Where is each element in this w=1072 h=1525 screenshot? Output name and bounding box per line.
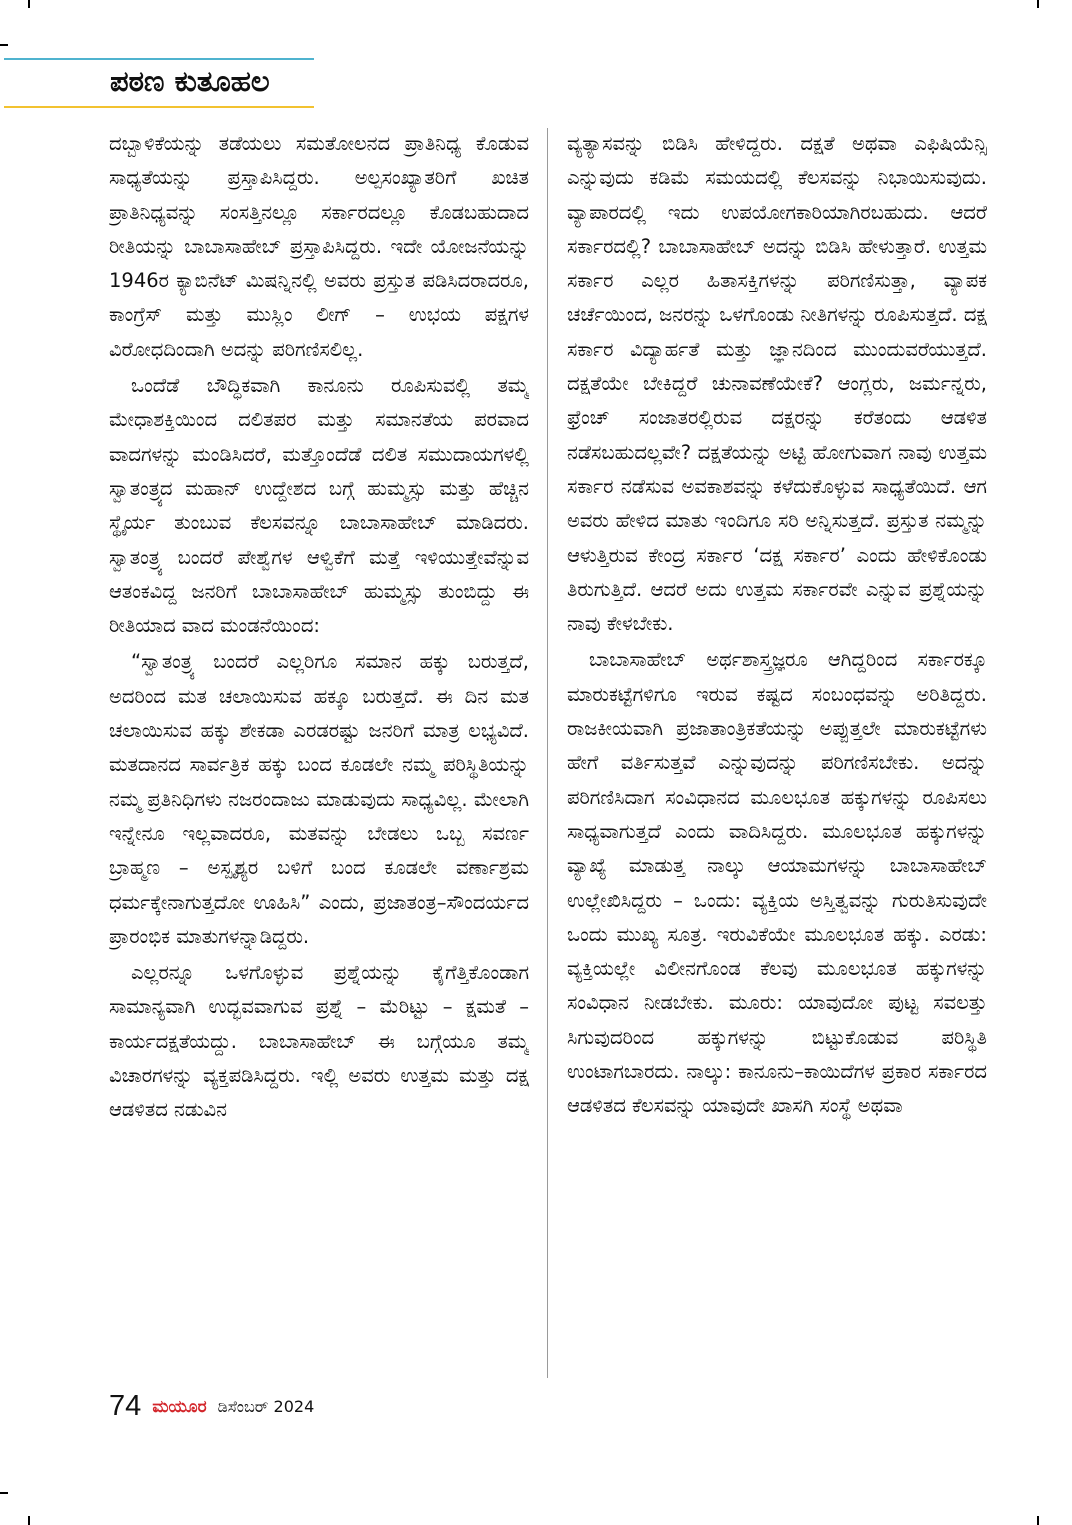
- page-footer: [109, 1390, 314, 1426]
- paragraph: ಒಂದೆಡೆ ಬೌದ್ಧಿಕವಾಗಿ ಕಾನೂನು ರೂಪಿಸುವಲ್ಲಿ ತಮ್ಮ ಮೇಧಾಶಕ್ತಿಯಿಂದ ದಲಿತಪರ ಮತ್ತು ಸಮಾನತೆಯ ಪರವಾದ ವಾದಗಳನ್ನು ಮಂಡಿಸಿದರೆ, ಮತ್ತೊಂದೆಡೆ ದಲಿತ ಸಮುದಾಯಗಳಲ್ಲಿ ಸ್ವಾತಂತ್ರ್ಯದ ಮಹಾನ್ ಉದ್ದೇಶದ ಬಗ್ಗೆ ಹುಮ್ಮಸ್ಸು ಮತ್ತು ಹೆಚ್ಚಿನ ಸ್ಥೈರ್ಯ ತುಂಬುವ ಕೆಲಸವನ್ನೂ ಬಾಬಾಸಾಹೇಬ್ ಮಾಡಿದರು. ಸ್ವಾತಂತ್ರ್ಯ ಬಂದರೆ ಪೇಶ್ವೆಗಳ ಆಳ್ವಿಕೆಗೆ ಮತ್ತೆ ಇಳಿಯುತ್ತೇವೆನ್ನುವ ಆತಂಕವಿದ್ದ ಜನರಿಗೆ ಬಾಬಾಸಾಹೇಬ್ ಹುಮ್ಮಸ್ಸು ತುಂಬಿದ್ದು ಈ ರೀತಿಯಾದ ವಾದ ಮಂಡನೆಯಿಂದ:: [109, 374, 529, 638]
- paragraph: ವ್ಯತ್ಯಾಸವನ್ನು ಬಿಡಿಸಿ ಹೇಳಿದ್ದರು. ದಕ್ಷತೆ ಅಥವಾ ಎಫಿಷಿಯೆನ್ಸಿ ಎನ್ನುವುದು ಕಡಿಮೆ ಸಮಯದಲ್ಲಿ ಕೆಲಸವನ್ನು ನಿಭಾಯಿಸುವುದು. ವ್ಯಾಪಾರದಲ್ಲಿ ಇದು ಉಪಯೋಗಕಾರಿಯಾಗಿರಬಹುದು. ಆದರೆ ಸರ್ಕಾರದಲ್ಲಿ? ಬಾಬಾಸಾಹೇಬ್ ಅದನ್ನು ಬಿಡಿಸಿ ಹೇಳುತ್ತಾರೆ. ಉತ್ತಮ ಸರ್ಕಾರ ಎಲ್ಲರ ಹಿತಾಸಕ್ತಿಗಳನ್ನು ಪರಿಗಣಿಸುತ್ತಾ, ವ್ಯಾಪಕ ಚರ್ಚೆಯಿಂದ, ಜನರನ್ನು ಒಳಗೊಂಡು ನೀತಿಗಳನ್ನು ರೂಪಿಸುತ್ತದೆ. ದಕ್ಷ ಸರ್ಕಾರ ವಿದ್ಯಾರ್ಹತೆ ಮತ್ತು ಜ್ಞಾನದಿಂದ ಮುಂದುವರೆಯುತ್ತದೆ. ದಕ್ಷತೆಯೇ ಬೇಕಿದ್ದರೆ ಚುನಾವಣೆಯೇಕೆ? ಆಂಗ್ಲರು, ಜರ್ಮನ್ನರು, ಫ್ರೆಂಚ್ ಸಂಜಾತರಲ್ಲಿರುವ ದಕ್ಷರನ್ನು ಕರೆತಂದು ಆಡಳಿತ ನಡೆಸಬಹುದಲ್ಲವೇ? ದಕ್ಷತೆಯನ್ನು ಅಟ್ಟಿ ಹೋಗುವಾಗ ನಾವು ಉತ್ತಮ ಸರ್ಕಾರ ನಡೆಸುವ ಅವಕಾಶವನ್ನು ಕಳೆದುಕೊಳ್ಳುವ ಸಾಧ್ಯತೆಯಿದೆ. ಆಗ ಅವರು ಹೇಳಿದ ಮಾತು ಇಂದಿಗೂ ಸರಿ ಅನ್ನಿಸುತ್ತದೆ. ಪ್ರಸ್ತುತ ನಮ್ಮನ್ನು ಆಳುತ್ತಿರುವ ಕೇಂದ್ರ ಸರ್ಕಾರ ‘ದಕ್ಷ ಸರ್ಕಾರ’ ಎಂದು ಹೇಳಿಕೊಂಡು ತಿರುಗುತ್ತಿದೆ. ಆದರೆ ಅದು ಉತ್ತಮ ಸರ್ಕಾರವೇ ಎನ್ನುವ ಪ್ರಶ್ನೆಯನ್ನು ನಾವು ಕೇಳಬೇಕು.: [567, 132, 987, 636]
- crop-mark: [0, 1492, 8, 1494]
- page-number: 74: [109, 1390, 142, 1422]
- crop-mark: [1037, 0, 1039, 8]
- crop-mark: [1037, 1516, 1039, 1525]
- paragraph: ದಬ್ಬಾಳಿಕೆಯನ್ನು ತಡೆಯಲು ಸಮತೋಲನದ ಪ್ರಾತಿನಿಧ್ಯ ಕೊಡುವ ಸಾಧ್ಯತೆಯನ್ನು ಪ್ರಸ್ತಾಪಿಸಿದ್ದರು. ಅಲ್ಪಸಂಖ್ಯಾತರಿಗೆ ಖಚಿತ ಪ್ರಾತಿನಿಧ್ಯವನ್ನು ಸಂಸತ್ತಿನಲ್ಲೂ ಸರ್ಕಾರದಲ್ಲೂ ಕೊಡಬಹುದಾದ ರೀತಿಯನ್ನು ಬಾಬಾಸಾಹೇಬ್ ಪ್ರಸ್ತಾಪಿಸಿದ್ದರು. ಇದೇ ಯೋಜನೆಯನ್ನು 1946ರ ಕ್ಯಾಬಿನೆಟ್ ಮಿಷನ್ನಿನಲ್ಲಿ ಅವರು ಪ್ರಸ್ತುತ ಪಡಿಸಿದರಾದರೂ, ಕಾಂಗ್ರೆಸ್ ಮತ್ತು ಮುಸ್ಲಿಂ ಲೀಗ್ – ಉಭಯ ಪಕ್ಷಗಳ ವಿರೋಧದಿಂದಾಗಿ ಅದನ್ನು ಪರಿಗಣಿಸಲಿಲ್ಲ.: [109, 132, 529, 361]
- paragraph: ಎಲ್ಲರನ್ನೂ ಒಳಗೊಳ್ಳುವ ಪ್ರಶ್ನೆಯನ್ನು ಕೈಗೆತ್ತಿಕೊಂಡಾಗ ಸಾಮಾನ್ಯವಾಗಿ ಉದ್ಭವವಾಗುವ ಪ್ರಶ್ನೆ – ಮೆರಿಟ್ಟು – ಕ್ಷಮತೆ – ಕಾರ್ಯದಕ್ಷತೆಯದ್ದು. ಬಾಬಾಸಾಹೇಬ್ ಈ ಬಗ್ಗೆಯೂ ತಮ್ಮ ವಿಚಾರಗಳನ್ನು ವ್ಯಕ್ತಪಡಿಸಿದ್ದರು. ಇಲ್ಲಿ ಅವರು ಉತ್ತಮ ಮತ್ತು ದಕ್ಷ ಆಡಳಿತದ ನಡುವಿನ: [109, 961, 529, 1122]
- crop-mark: [0, 44, 8, 46]
- section-header: [4, 58, 314, 108]
- column-divider: [547, 128, 548, 1378]
- crop-mark: [28, 0, 30, 8]
- right-column: [567, 127, 987, 1382]
- crop-mark: [28, 1516, 30, 1525]
- header-rule-top: [4, 58, 314, 60]
- magazine-name: ಮಯೂರ: [152, 1396, 207, 1417]
- left-column: [109, 127, 529, 1382]
- quote-paragraph: “ಸ್ವಾತಂತ್ರ್ಯ ಬಂದರೆ ಎಲ್ಲರಿಗೂ ಸಮಾನ ಹಕ್ಕು ಬರುತ್ತದೆ, ಅದರಿಂದ ಮತ ಚಲಾಯಿಸುವ ಹಕ್ಕೂ ಬರುತ್ತದೆ. ಈ ದಿನ ಮತ ಚಲಾಯಿಸುವ ಹಕ್ಕು ಶೇಕಡಾ ಎರಡರಷ್ಟು ಜನರಿಗೆ ಮಾತ್ರ ಲಭ್ಯವಿದೆ. ಮತದಾನದ ಸಾರ್ವತ್ರಿಕ ಹಕ್ಕು ಬಂದ ಕೂಡಲೇ ನಮ್ಮ ಪರಿಸ್ಥಿತಿಯನ್ನು ನಮ್ಮ ಪ್ರತಿನಿಧಿಗಳು ನಜರಂದಾಜು ಮಾಡುವುದು ಸಾಧ್ಯವಿಲ್ಲ. ಮೇಲಾಗಿ ಇನ್ನೇನೂ ಇಲ್ಲವಾದರೂ, ಮತವನ್ನು ಬೇಡಲು ಒಬ್ಬ ಸವರ್ಣ ಬ್ರಾಹ್ಮಣ – ಅಸ್ಪೃಶ್ಯರ ಬಳಿಗೆ ಬಂದ ಕೂಡಲೇ ವರ್ಣಾಶ್ರಮ ಧರ್ಮಕ್ಕೇನಾಗುತ್ತದೋ ಊಹಿಸಿ” ಎಂದು, ಪ್ರಜಾತಂತ್ರ–ಸೌಂದರ್ಯದ ಪ್ರಾರಂಭಿಕ ಮಾತುಗಳನ್ನಾಡಿದ್ದರು.: [109, 650, 529, 948]
- section-title: ಪಠಣ ಕುತೂಹಲ: [110, 64, 270, 98]
- paragraph: ಬಾಬಾಸಾಹೇಬ್ ಅರ್ಥಶಾಸ್ತ್ರಜ್ಞರೂ ಆಗಿದ್ದರಿಂದ ಸರ್ಕಾರಕ್ಕೂ ಮಾರುಕಟ್ಟೆಗಳಿಗೂ ಇರುವ ಕಷ್ಟದ ಸಂಬಂಧವನ್ನು ಅರಿತಿದ್ದರು. ರಾಜಕೀಯವಾಗಿ ಪ್ರಜಾತಾಂತ್ರಿಕತೆಯನ್ನು ಅಪ್ಪುತ್ತಲೇ ಮಾರುಕಟ್ಟೆಗಳು ಹೇಗೆ ವರ್ತಿಸುತ್ತವೆ ಎನ್ನುವುದನ್ನು ಪರಿಗಣಿಸಬೇಕು. ಅದನ್ನು ಪರಿಗಣಿಸಿದಾಗ ಸಂವಿಧಾನದ ಮೂಲಭೂತ ಹಕ್ಕುಗಳನ್ನು ರೂಪಿಸಲು ಸಾಧ್ಯವಾಗುತ್ತದೆ ಎಂದು ವಾದಿಸಿದ್ದರು. ಮೂಲಭೂತ ಹಕ್ಕುಗಳನ್ನು ವ್ಯಾಖ್ಯೆ ಮಾಡುತ್ತ ನಾಲ್ಕು ಆಯಾಮಗಳನ್ನು ಬಾಬಾಸಾಹೇಬ್ ಉಲ್ಲೇಖಿಸಿದ್ದರು – ಒಂದು: ವ್ಯಕ್ತಿಯ ಅಸ್ತಿತ್ವವನ್ನು ಗುರುತಿಸುವುದೇ ಒಂದು ಮುಖ್ಯ ಸೂತ್ರ. ಇರುವಿಕೆಯೇ ಮೂಲಭೂತ ಹಕ್ಕು. ಎರಡು: ವ್ಯಕ್ತಿಯಲ್ಲೇ ವಿಲೀನಗೊಂಡ ಕೆಲವು ಮೂಲಭೂತ ಹಕ್ಕುಗಳನ್ನು ಸಂವಿಧಾನ ನೀಡಬೇಕು. ಮೂರು: ಯಾವುದೋ ಪುಟ್ಟ ಸವಲತ್ತು ಸಿಗುವುದರಿಂದ ಹಕ್ಕುಗಳನ್ನು ಬಿಟ್ಟುಕೊಡುವ ಪರಿಸ್ಥಿತಿ ಉಂಟಾಗಬಾರದು. ನಾಲ್ಕು: ಕಾನೂನು–ಕಾಯಿದೆಗಳ ಪ್ರಕಾರ ಸರ್ಕಾರದ ಆಡಳಿತದ ಕೆಲಸವನ್ನು ಯಾವುದೇ ಖಾಸಗಿ ಸಂಸ್ಥೆ ಅಥವಾ: [567, 648, 987, 1118]
- header-rule-bottom: [4, 106, 314, 108]
- issue-date: ಡಿಸೆಂಬರ್ 2024: [217, 1396, 315, 1416]
